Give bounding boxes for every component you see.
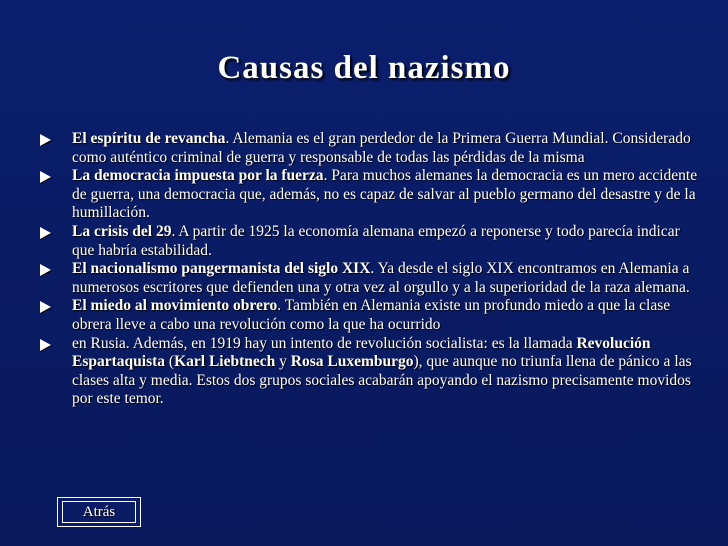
triangle-bullet-icon xyxy=(40,134,51,146)
back-button[interactable] xyxy=(57,497,141,527)
triangle-bullet-icon xyxy=(40,339,51,351)
bullet-text: en Rusia. Además, en 1919 hay un intento de revolución socialista: es la llamada xyxy=(72,334,577,352)
bullet-text: . También en Alemania existe un profundo miedo a que la clase obrera lleve a cabo una revolución como la que ha ocurrido xyxy=(72,297,671,333)
bullet-heading: El espíritu de revancha xyxy=(72,130,226,147)
bullet-emphasis: Revolución Espartaquista xyxy=(72,334,651,371)
back-button-label[interactable]: Atrás xyxy=(62,501,136,523)
bullet-heading: La crisis del 29 xyxy=(72,222,172,240)
bullet-text: . Para muchos alemanes la democracia es un mero accidente de guerra, una democracia que, además, no es capaz de salvar al pueblo germano del desastre y de la humillación. xyxy=(72,167,698,222)
bullet-item xyxy=(40,223,700,260)
bullet-text: . A partir de 1925 la economía alemana empezó a reponerse y todo parecía indicar que habría estabilidad. xyxy=(72,222,680,259)
slide-title: Causas del nazismo xyxy=(217,50,511,86)
triangle-bullet-icon xyxy=(40,171,51,183)
bullet-heading: El nacionalismo pangermanista del siglo XIX xyxy=(72,260,371,278)
triangle-bullet-icon xyxy=(40,301,51,313)
bullet-text: . Ya desde el siglo XIX encontramos en Alemania a numerosos escritores que defienden una y otra vez al orgullo y a la superioridad de la raza alemana. xyxy=(72,260,690,296)
bullet-heading: La democracia impuesta por la fuerza xyxy=(72,167,324,185)
bullet-item xyxy=(40,335,700,409)
bullet-item xyxy=(40,260,700,297)
bullet-list xyxy=(40,130,700,409)
bullet-item xyxy=(40,167,700,223)
bullet-item xyxy=(40,130,700,167)
bullet-text: ), que aunque no triunfa llena de pánico a las clases alta y media. Estos dos grupos sociales acabarán apoyando el nazismo precisamente movidos por este temor. xyxy=(72,353,692,408)
bullet-text: . Alemania es el gran perdedor de la Primera Guerra Mundial. Considerado como auténtico criminal de guerra y responsable de todas las pérdidas de la misma xyxy=(72,130,691,166)
bullet-text: ( xyxy=(165,353,175,371)
bullet-emphasis: Rosa Luxemburgo xyxy=(290,353,414,371)
bullet-text: y xyxy=(275,353,291,371)
bullet-emphasis: Karl Liebtnech xyxy=(174,353,276,371)
bullet-item xyxy=(40,297,700,334)
triangle-bullet-icon xyxy=(40,264,51,276)
bullet-heading: El miedo al movimiento obrero xyxy=(72,297,278,315)
triangle-bullet-icon xyxy=(40,227,51,239)
